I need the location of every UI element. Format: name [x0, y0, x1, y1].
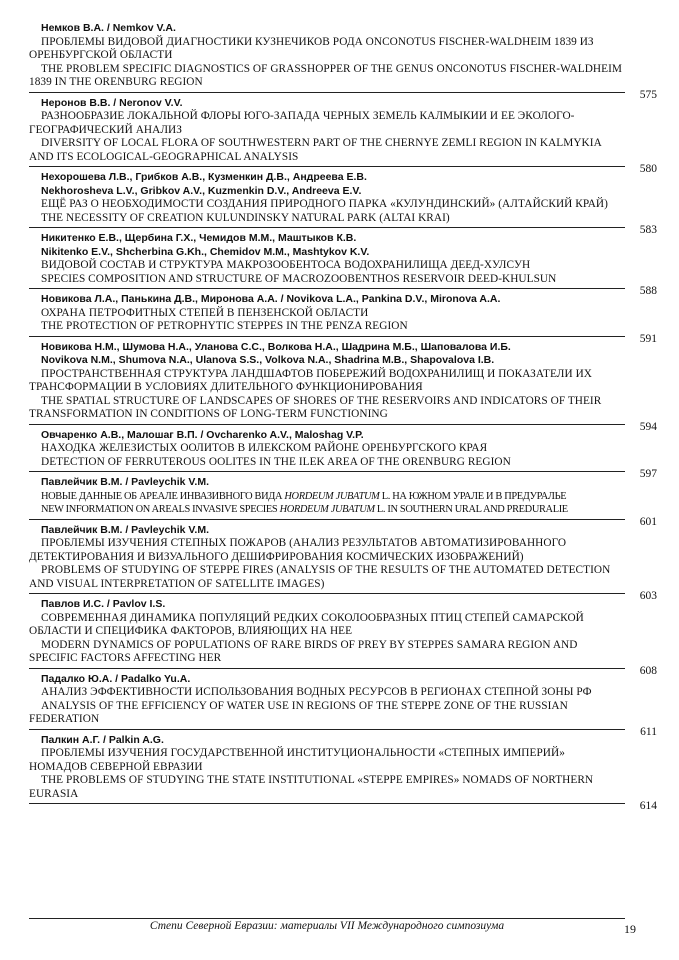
entry-authors: Новикова Н.М., Шумова Н.А., Уланова С.С., Волкова Н.А., Шадрина М.Б., Шаповалова И.Б.	[41, 340, 511, 353]
entry-authors-latin: Nikitenko E.V., Shcherbina G.Kh., Chemidov M.M., Mashtykov K.V.	[41, 245, 370, 258]
contents-entry	[29, 171, 657, 236]
entry-authors-latin: Nekhorosheva L.V., Gribkov A.V., Kuzmenkin D.V., Andreeva E.V.	[41, 184, 362, 197]
contents-entry	[29, 476, 657, 528]
entry-title-ru: РАЗНООБРАЗИЕ ЛОКАЛЬНОЙ ФЛОРЫ ЮГО-ЗАПАДА ЧЕРНЫХ ЗЕМЕЛЬ КАЛМЫКИИ И ЕЕ ЭКОЛОГО-ГЕОГРАФИЧЕСКИЙ АНАЛИЗ	[29, 110, 575, 136]
entry-page-number: 601	[639, 515, 657, 528]
entry-title-en	[29, 503, 625, 517]
running-title: Степи Северной Евразии: материалы VII Международного симпозиума	[149, 920, 505, 932]
entry-title-en: ANALYSIS OF THE EFFICIENCY OF WATER USE IN REGIONS OF THE STEPPE ZONE OF THE RUSSIAN FEDERATION	[29, 699, 568, 725]
species-name-italic: HORDEUM JUBATUM	[279, 504, 375, 515]
entry-authors: Немков В.А. / Nemkov V.A.	[41, 22, 176, 34]
contents-list	[29, 22, 657, 812]
entry-title-ru: ОХРАНА ПЕТРОФИТНЫХ СТЕПЕЙ В ПЕНЗЕНСКОЙ ОБЛАСТИ	[41, 306, 369, 319]
entry-authors: Никитенко Е.В., Щербина Г.Х., Чемидов М.М., Маштыков К.В.	[41, 232, 357, 244]
entry-title-en: THE NECESSITY OF CREATION KULUNDINSKY NATURAL PARK (ALTAI KRAI)	[41, 211, 450, 224]
entry-title-ru	[29, 490, 625, 504]
entry-page-number: 588	[639, 285, 657, 297]
entry-authors: Палкин А.Г. / Palkin A.G.	[41, 733, 164, 746]
entry-title-ru: ПРОБЛЕМЫ ВИДОВОЙ ДИАГНОСТИКИ КУЗНЕЧИКОВ РОДА ONCONOTUS FISCHER-WALDHEIM 1839 ИЗ ОРЕНБУРГСКОЙ ОБЛАСТИ	[29, 35, 594, 61]
entry-title-ru: НАХОДКА ЖЕЛЕЗИСТЫХ ООЛИТОВ В ИЛЕКСКОМ РАЙОНЕ ОРЕНБУРГСКОГО КРАЯ	[41, 442, 488, 454]
entry-authors: Неронов В.В. / Neronov V.V.	[41, 96, 183, 109]
entry-page-number: 591	[639, 332, 657, 345]
entry-title-ru: ВИДОВОЙ СОСТАВ И СТРУКТУРА МАКРОЗООБЕНТОСА ВОДОХРАНИЛИЩА ДЕЕД-ХУЛСУН	[41, 259, 531, 271]
entry-page-number: 583	[639, 224, 657, 236]
entry-title-en: SPECIES COMPOSITION AND STRUCTURE OF MACROZOOBENTHOS RESERVOIR DEED-KHULSUN	[41, 272, 557, 285]
entry-page-number: 614	[639, 800, 657, 812]
entry-authors: Новикова Л.А., Панькина Д.В., Миронова А.А. / Novikova L.A., Pankina D.V., Mironova A.A.	[41, 293, 501, 305]
page-number: 19	[624, 922, 636, 936]
contents-entry	[29, 340, 657, 433]
entry-title-en: THE SPATIAL STRUCTURE OF LANDSCAPES OF SHORES OF THE RESERVOIRS AND INDICATORS OF THEIR TRANSFORMATION IN CONDITIONS OF LONG-TERM FUNCTIONING	[29, 394, 602, 420]
entry-authors-latin: Novikova N.M., Shumova N.A., Ulanova S.S., Volkova N.A., Shadrina M.B., Shapovalova I.B.	[41, 354, 495, 366]
contents-entry	[29, 733, 657, 812]
entry-title-en: MODERN DYNAMICS OF POPULATIONS OF RARE BIRDS OF PREY BY STEPPES SAMARA REGION AND SPECIFIC FACTORS AFFECTING HER	[29, 638, 578, 664]
entry-page-number: 597	[639, 468, 657, 480]
entry-authors: Павлейчик В.М. / Pavleychik V.M.	[41, 476, 209, 488]
entry-page-number: 594	[639, 420, 657, 433]
entry-authors: Павлов И.С. / Pavlov I.S.	[41, 598, 166, 610]
entry-title-ru-part: L. НА ЮЖНОМ УРАЛЕ И В ПРЕДУРАЛЬЕ	[379, 490, 567, 502]
entry-page-number: 580	[639, 163, 657, 175]
contents-entry	[29, 96, 657, 175]
entry-title-en: DIVERSITY OF LOCAL FLORA OF SOUTHWESTERN PART OF THE CHERNYE ZEMLI REGION IN KALMYKIA AND ITS ECOLOGICAL-GEOGRAPHICAL ANALYSIS	[29, 137, 602, 163]
entry-title-ru: АНАЛИЗ ЭФФЕКТИВНОСТИ ИСПОЛЬЗОВАНИЯ ВОДНЫХ РЕСУРСОВ В РЕГИОНАХ СТЕПНОЙ ЗОНЫ РФ	[41, 686, 592, 698]
contents-entry	[29, 598, 657, 677]
entry-authors: Павлейчик В.М. / Pavleychik V.M.	[41, 523, 209, 536]
entry-title-ru: ПРОСТРАНСТВЕННАЯ СТРУКТУРА ЛАНДШАФТОВ ПОБЕРЕЖИЙ ВОДОХРАНИЛИЩ И ПОКАЗАТЕЛИ ИХ ТРАНСФОРМАЦИИ В УСЛОВИЯХ ДЛИТЕЛЬНОГО ФУНКЦИОНИРОВАНИЯ	[29, 367, 593, 393]
entry-title-ru-part: НОВЫЕ ДАННЫЕ ОБ АРЕАЛЕ ИНВАЗИВНОГО ВИДА	[41, 490, 285, 502]
contents-entry	[29, 672, 657, 738]
entry-title-ru: ЕЩЁ РАЗ О НЕОБХОДИМОСТИ СОЗДАНИЯ ПРИРОДНОГО ПАРКА «КУЛУНДИНСКИЙ» (АЛТАЙСКИЙ КРАЙ)	[41, 198, 608, 210]
entry-page-number: 611	[640, 725, 657, 738]
entry-title-en: THE PROTECTION OF PETROPHYTIC STEPPES IN THE PENZA REGION	[41, 320, 408, 332]
entry-title-en-part: L. IN SOUTHERN URAL AND PREDURALIE	[374, 504, 568, 515]
contents-entry	[29, 232, 657, 297]
contents-entry	[29, 22, 657, 101]
contents-entry	[29, 523, 657, 602]
contents-entry	[29, 428, 657, 480]
entry-title-en: THE PROBLEMS OF STUDYING THE STATE INSTITUTIONAL «STEPPE EMPIRES» NOMADS OF NORTHERN EURASIA	[29, 774, 594, 800]
entry-title-en-part: NEW INFORMATION ON AREALS INVASIVE SPECIES	[41, 504, 280, 515]
entry-title-en: THE PROBLEM SPECIFIC DIAGNOSTICS OF GRASSHOPPER OF THE GENUS ONCONOTUS FISCHER-WALDHEIM 1839 IN THE ORENBURG REGION	[29, 62, 622, 88]
entry-title-en: DETECTION OF FERRUTEROUS OOLITES IN THE ILEK AREA OF THE ORENBURG REGION	[41, 455, 511, 468]
species-name-italic: HORDEUM JUBATUM	[284, 490, 380, 502]
entry-page-number: 603	[639, 590, 657, 602]
contents-entry	[29, 293, 657, 345]
entry-page-number: 608	[639, 664, 657, 677]
entry-page-number: 575	[639, 88, 657, 101]
entry-authors: Нехорошева Л.В., Грибков А.В., Кузменкин Д.В., Андреева Е.В.	[41, 171, 367, 183]
entry-authors: Овчаренко А.В., Малошаг В.П. / Ovcharenko A.V., Maloshag V.P.	[41, 428, 364, 441]
entry-authors: Падалко Ю.А. / Padalko Yu.A.	[41, 672, 191, 685]
entry-title-en: PROBLEMS OF STUDYING OF STEPPE FIRES (ANALYSIS OF THE RESULTS OF THE AUTOMATED DETECTION AND VISUAL INTERPRETATION OF SATELLITE IMAGES)	[29, 564, 611, 590]
entry-title-ru: ПРОБЛЕМЫ ИЗУЧЕНИЯ СТЕПНЫХ ПОЖАРОВ (АНАЛИЗ РЕЗУЛЬТАТОВ АВТОМАТИЗИРОВАННОГО ДЕТЕКТИРОВАНИЯ И ВИЗУАЛЬНОГО ДЕШИФРИРОВАНИЯ КОСМИЧЕСКИХ ИЗОБРАЖЕНИЙ)	[29, 537, 567, 563]
entry-title-ru: ПРОБЛЕМЫ ИЗУЧЕНИЯ ГОСУДАРСТВЕННОЙ ИНСТИТУЦИОНАЛЬНОСТИ «СТЕПНЫХ ИМПЕРИЙ» НОМАДОВ СЕВЕРНОЙ ЕВРАЗИИ	[29, 747, 565, 773]
entry-title-ru: СОВРЕМЕННАЯ ДИНАМИКА ПОПУЛЯЦИЙ РЕДКИХ СОКОЛООБРАЗНЫХ ПТИЦ СТЕПЕЙ САМАРСКОЙ ОБЛАСТИ И СПЕЦИФИКА ФАКТОРОВ, ВЛИЯЮЩИХ НА НЕЕ	[29, 611, 584, 637]
